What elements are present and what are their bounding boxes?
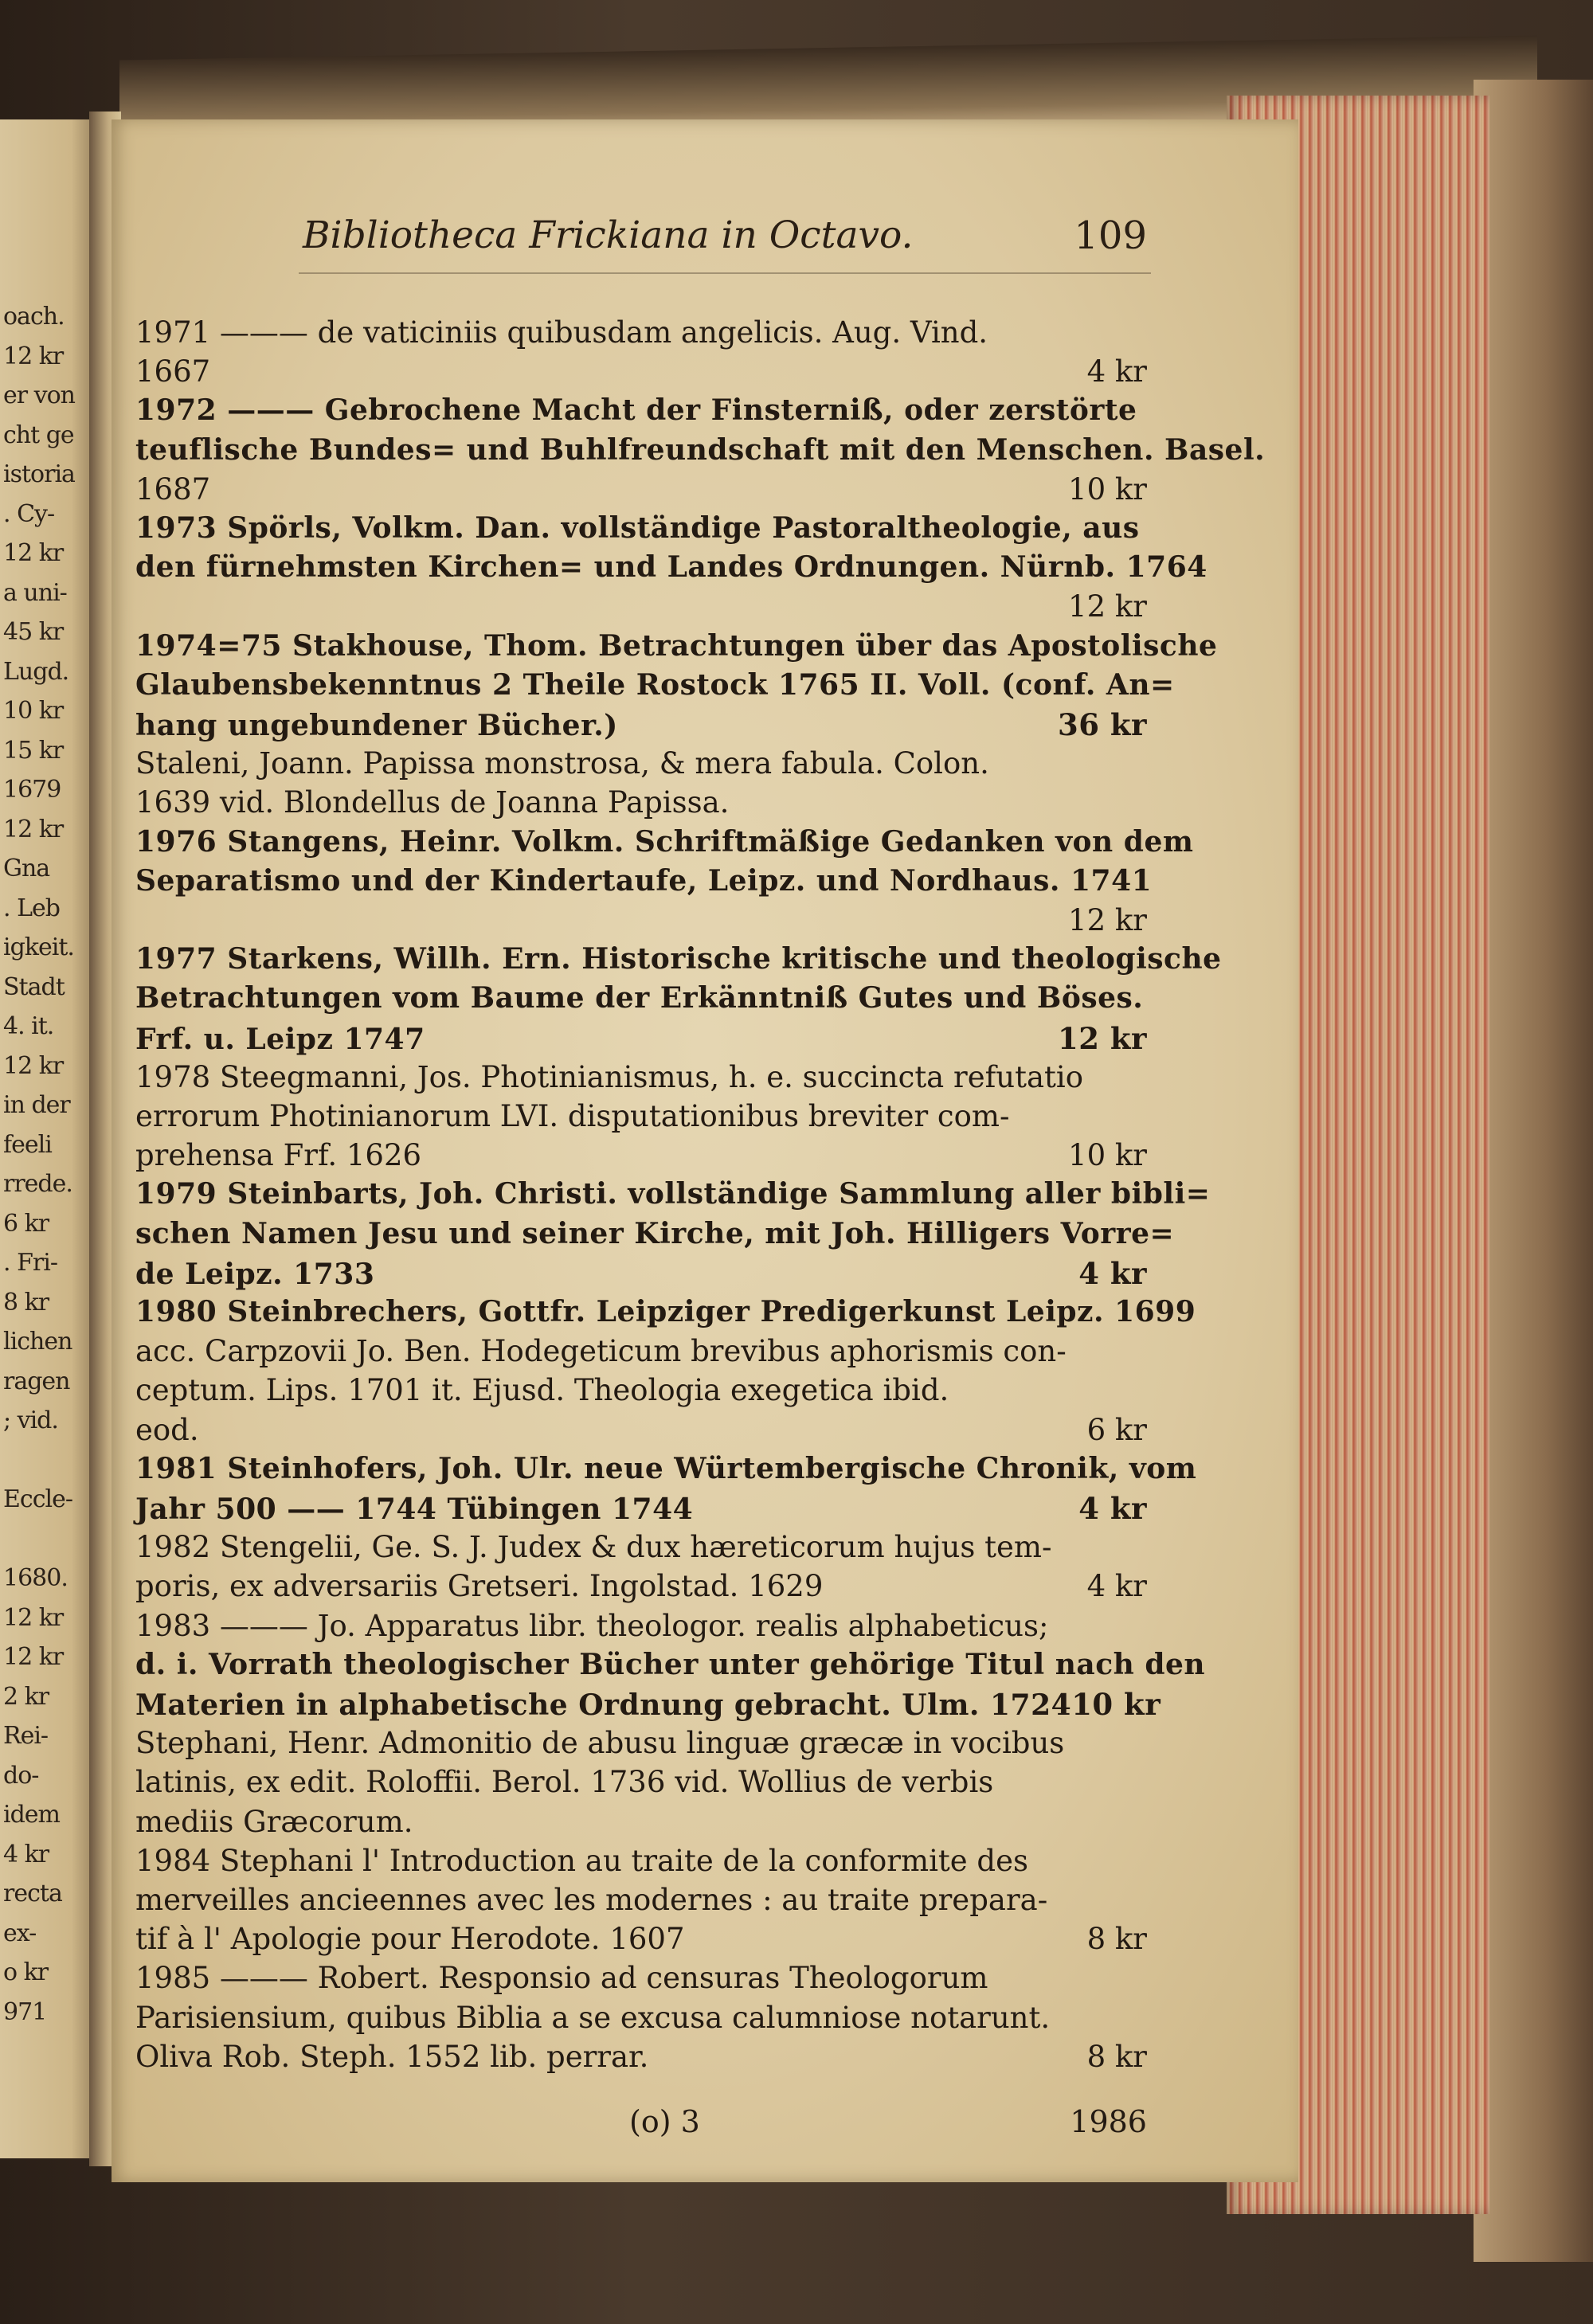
entry-text: 1974=75 Stakhouse, Thom. Betrachtungen über das Apostolische [135,628,1218,663]
catalog-line [135,1726,1147,1766]
catalog-line [135,667,1175,708]
entry-text: Staleni, Joann. Papissa monstrosa, & mera fabula. Colon. [135,746,989,781]
catalog-line [135,1883,1147,1923]
entry-text: 1982 Stengelii, Ge. S. J. Judex & dux hæreticorum hujus tem- [135,1530,1052,1565]
entry-text: merveilles ancieennes avec les modernes : au traite prepara- [135,1883,1048,1917]
catalog-line [135,1687,1161,1727]
entry-text: 1980 Steinbrechers, Gottfr. Leipziger Predigerkunst Leipz. 1699 [135,1295,1196,1328]
previous-page-fragment: 12 kr [3,1603,64,1632]
catalog-line [135,707,1147,747]
previous-page-fragment: ; vid. [3,1407,58,1434]
previous-page-fragment: oach. [3,303,65,331]
entry-text: de Leipz. 1733 [135,1257,375,1291]
previous-page-fragment: do- [3,1761,39,1790]
catalog-line [135,1961,1147,2001]
entry-price: 4 kr [1086,354,1147,389]
entry-text: 1985 ——— Robert. Responsio ad censuras Theologorum [135,1961,988,1996]
catalog-line [135,550,1207,590]
entry-price: 36 kr [1057,707,1147,742]
entry-text: 1981 Steinhofers, Joh. Ulr. neue Würtembergische Chronik, vom [135,1451,1197,1485]
entry-text: 1687 [135,471,211,507]
previous-page-fragment: cht ge [3,421,74,449]
catalog-line [135,2040,1147,2079]
previous-page-fragment: er von [3,381,75,409]
previous-page-fragment: 1679 [3,776,61,804]
entry-price: 8 kr [1086,2039,1147,2074]
previous-page-fragment: feeli [3,1130,52,1159]
entry-text: poris, ex adversariis Gretseri. Ingolstad. 1629 [135,1569,824,1604]
catalog-line [135,1647,1206,1688]
entry-text: 1972 ——— Gebrochene Macht der Finsterniß, oder zerstörte [135,393,1137,428]
catalog-line [135,472,1147,512]
catalog-line [135,354,1147,394]
entry-text: Glaubensbekenntnus 2 Theile Rostock 1765 II. Voll. (conf. An= [135,667,1175,702]
entry-price: 12 kr [1068,589,1147,624]
entry-text: teuflische Bundes= und Buhlfreundschaft mit den Menschen. Basel. [135,432,1266,467]
previous-page-fragment: ex- [3,1919,37,1947]
previous-page-fragment: in der [3,1091,70,1119]
entry-text: errorum Photinianorum LVI. disputationibus breviter com- [135,1099,1010,1133]
previous-page-fragment: rrede. [3,1170,72,1198]
entry-text: Oliva Rob. Steph. 1552 lib. perrar. [135,2039,649,2074]
catalog-line [135,432,1266,473]
catalog-line [135,1569,1147,1609]
entry-price: 4 kr [1078,1491,1147,1526]
previous-page-fragment: 4 kr [3,1840,49,1868]
entry-text: hang ungebundener Bücher.) [135,709,618,742]
entry-text: 1667 [135,354,211,389]
catalog-line [135,824,1194,865]
entry-price: 10 kr [1068,471,1147,507]
previous-page-fragment: Rei- [3,1722,49,1750]
catalog-line [135,589,1147,629]
catchword: 1986 [1070,2104,1147,2139]
catalog-line [135,981,1147,1021]
previous-page-fragment: Eccle- [3,1485,72,1513]
entry-text: prehensa Frf. 1626 [135,1138,422,1173]
previous-page-fragment: 12 kr [3,1051,64,1080]
entry-text: 1983 ——— Jo. Apparatus libr. theologor. realis alphabeticus; [135,1608,1049,1643]
entry-price: 10 kr [1071,1687,1161,1722]
entry-text: acc. Carpzovii Jo. Ben. Hodegeticum brevibus aphorismis con- [135,1334,1067,1369]
previous-page-fragment: 10 kr [3,697,64,725]
previous-page-fragment: idem [3,1801,60,1829]
catalog-line [135,511,1147,551]
catalog-line [135,1295,1196,1335]
entry-price: 4 kr [1078,1255,1147,1291]
catalog-line [135,1765,1147,1805]
entry-text: 1979 Steinbarts, Joh. Christi. vollständige Sammlung aller bibli= [135,1177,1211,1211]
previous-page-fragment: o kr [3,1958,49,1986]
catalog-line [135,1805,1147,1845]
entry-price: 6 kr [1086,1412,1147,1447]
previous-page-fragment: 45 kr [3,618,64,646]
previous-page-fragment: 12 kr [3,1643,64,1671]
catalog-line [135,315,1147,355]
signature-mark: (o) 3 [629,2104,700,2139]
previous-page-fragment: . Leb [3,894,60,922]
running-title: Bibliotheca Frickiana in Octavo. [303,213,914,257]
previous-page-fragment: . Fri- [3,1249,57,1277]
entry-price: 12 kr [1057,1020,1147,1056]
previous-page-strip [0,119,102,2158]
catalog-line [135,1609,1147,1649]
previous-page-fragment: 971 [3,1997,47,2026]
previous-page-fragment: Gna [3,855,50,882]
previous-page-fragment: . Cy- [3,499,55,528]
catalog-line [135,1334,1147,1374]
catalog-line [135,628,1218,669]
entry-price: 4 kr [1086,1569,1147,1604]
previous-page-fragment: 2 kr [3,1682,49,1711]
previous-page-fragment: ragen [3,1367,70,1395]
previous-page-fragment: a uni- [3,578,67,607]
entry-text: den fürnehmsten Kirchen= und Landes Ordnungen. Nürnb. 1764 [135,550,1207,585]
entry-text: Stephani, Henr. Admonitio de abusu linguæ græcæ in vocibus [135,1726,1065,1761]
book-cover [1474,80,1593,2262]
catalog-line [135,1216,1175,1257]
previous-page-fragment: 12 kr [3,815,64,843]
catalog-line [135,1530,1147,1570]
previous-page-fragment: Stadt [3,972,65,1001]
catalog-line [135,393,1147,433]
entry-text: 1639 vid. Blondellus de Joanna Papissa. [135,785,730,820]
catalog-line [135,1491,1147,1531]
previous-page-fragment: 12 kr [3,342,64,370]
catalog-line [135,942,1222,982]
entry-text: Frf. u. Leipz 1747 [135,1022,425,1056]
entry-price: 8 kr [1086,1922,1147,1957]
entry-text: 1973 Spörls, Volkm. Dan. vollständige Pastoraltheologie, aus [135,511,1140,545]
entry-text: Separatismo und der Kindertaufe, Leipz. und Nordhaus. 1741 [135,863,1153,898]
catalog-line [135,903,1147,943]
entry-text: ceptum. Lips. 1701 it. Ejusd. Theologia exegetica ibid. [135,1373,949,1408]
previous-page-fragment: 4. it. [3,1012,54,1040]
page-number: 109 [1074,213,1147,258]
catalog-line [135,1060,1147,1100]
previous-page-fragment: 1680. [3,1564,68,1592]
entry-text: 1984 Stephani l' Introduction au traite de la conformite des [135,1843,1029,1878]
entry-text: 1976 Stangens, Heinr. Volkm. Schriftmäßige Gedanken von dem [135,824,1194,859]
previous-page-fragment: lichen [3,1328,72,1356]
catalog-line [135,863,1153,904]
catalog-line [135,1021,1147,1061]
catalog-line [135,1844,1147,1884]
previous-page-fragment: 8 kr [3,1288,49,1317]
catalog-line [135,1373,1147,1413]
previous-page-fragment: 15 kr [3,736,64,765]
entry-text: tif à l' Apologie pour Herodote. 1607 [135,1922,685,1957]
entry-text: mediis Græcorum. [135,1804,413,1839]
catalog-line [135,785,1147,825]
entry-text: Parisiensium, quibus Biblia a se excusa calumniose notarunt. [135,2000,1051,2035]
catalog-line [135,1099,1147,1139]
entry-text: schen Namen Jesu und seiner Kirche, mit Joh. Hilligers Vorre= [135,1216,1175,1250]
catalog-line [135,1138,1147,1178]
catalog-line [135,1451,1197,1492]
previous-page-fragment: Lugd. [3,657,69,686]
catalog-line [135,1177,1211,1217]
entry-text: 1977 Starkens, Willh. Ern. Historische kritische und theologische [135,942,1222,976]
catalog-line [135,2001,1147,2040]
previous-page-fragment: recta [3,1880,62,1907]
entry-price: 10 kr [1068,1138,1147,1173]
entry-text: d. i. Vorrath theologischer Bücher unter gehörige Titul nach den [135,1647,1206,1681]
entry-text: Betrachtungen vom Baume der Erkänntniß Gutes und Böses. [135,981,1144,1015]
catalog-line [135,1922,1147,1962]
previous-page-fragment: 6 kr [3,1209,49,1238]
previous-page-fragment: istoria [3,460,75,488]
entry-text: eod. [135,1412,199,1447]
header-rule [299,272,1151,274]
catalog-line [135,1256,1147,1296]
previous-page-fragment: 12 kr [3,539,64,567]
catalog-line [135,1413,1147,1453]
entry-text: 1971 ——— de vaticiniis quibusdam angelicis. Aug. Vind. [135,315,988,350]
entry-price: 12 kr [1068,903,1147,937]
running-header [303,213,1147,269]
page-footer [135,2104,1147,2144]
entry-text: Materien in alphabetische Ordnung gebracht. Ulm. 1724 [135,1688,1072,1722]
entry-text: Jahr 500 —— 1744 Tübingen 1744 [135,1493,694,1526]
previous-page-fragment: igkeit. [3,933,74,961]
entry-text: latinis, ex edit. Roloffii. Berol. 1736 vid. Wollius de verbis [135,1765,994,1800]
catalog-line [135,746,1147,786]
entry-text: 1978 Steegmanni, Jos. Photinianismus, h. e. succincta refutatio [135,1059,1084,1094]
